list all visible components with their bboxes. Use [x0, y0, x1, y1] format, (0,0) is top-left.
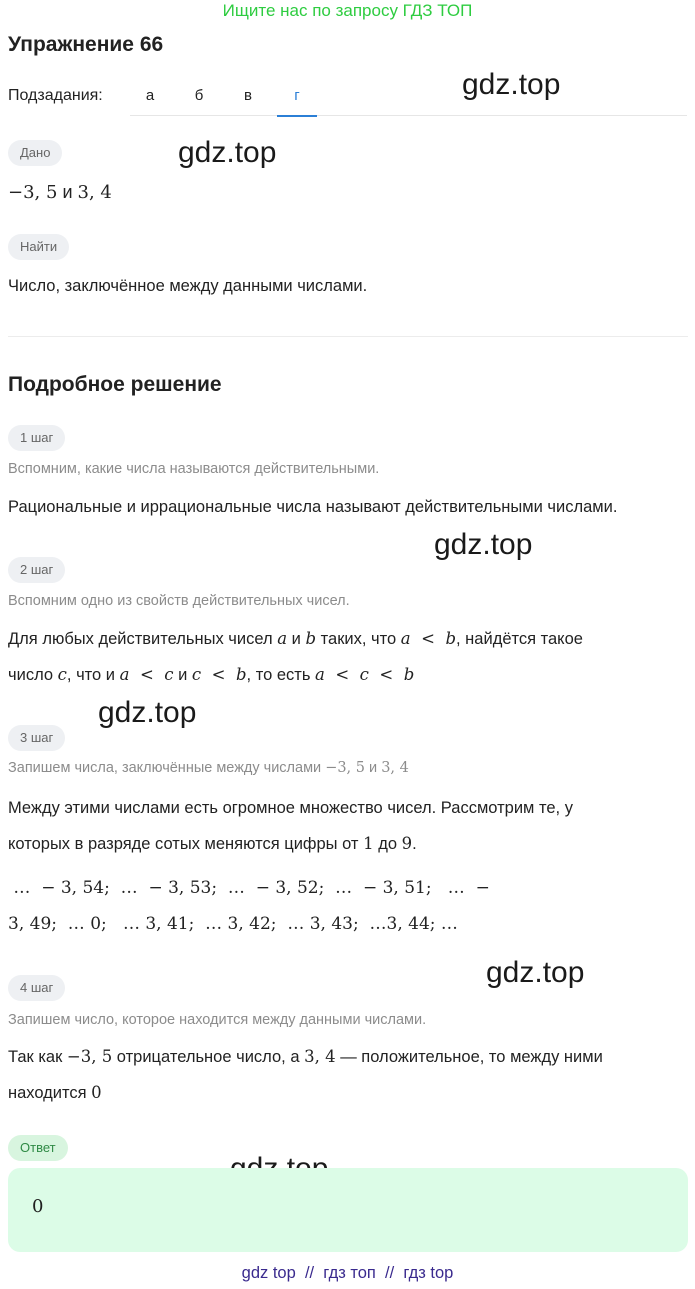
text-fragment: и — [291, 630, 301, 648]
text-fragment: отрицательное число, а — [116, 1048, 300, 1066]
step-3-sequence-2: 3, 49; … 0; … 3, 41; … 3, 42; … 3, 43; …3, 44; … — [8, 914, 458, 934]
math-var-b: b — [305, 629, 317, 648]
watermark: gdz.top — [486, 956, 585, 989]
given-label: Дано — [8, 140, 62, 166]
math-inequality: c < b — [191, 665, 247, 684]
text-fragment: и — [369, 760, 378, 776]
step-2-line-2 — [8, 658, 414, 692]
text-fragment: Запишем числа, заключённые между числами — [8, 760, 322, 776]
text-fragment: которых в разряде сотых меняются цифры от — [8, 835, 359, 853]
text-fragment: таких, что — [320, 630, 397, 648]
text-fragment: и — [178, 666, 188, 684]
tab-g[interactable]: г — [277, 76, 317, 116]
math-number: 0 — [91, 1083, 102, 1102]
step-label: 3 шаг — [8, 725, 65, 751]
answer-value: 0 — [32, 1196, 44, 1217]
given-number-b: 3, 4 — [77, 182, 112, 203]
step-2-badge — [8, 557, 65, 583]
subtask-tabs — [130, 76, 687, 116]
solution-title: Подробное решение — [8, 373, 222, 396]
math-number: −3, 5 — [66, 1047, 113, 1066]
given-number-a: −3, 5 — [8, 182, 58, 203]
subtasks-label: Подзадания: — [8, 87, 103, 104]
footer-links[interactable]: gdz top // гдз топ // гдз top — [241, 1264, 454, 1282]
text-fragment: , найдётся такое — [456, 630, 583, 648]
step-label: 1 шаг — [8, 425, 65, 451]
find-badge — [8, 234, 69, 260]
text-fragment: . — [412, 835, 417, 853]
step-2-line-1 — [8, 622, 583, 656]
math-var-a: a — [277, 629, 288, 648]
answer-box — [8, 1168, 688, 1252]
step-label: 4 шаг — [8, 975, 65, 1001]
text-fragment: , что и — [66, 666, 116, 684]
math-number: 3, 4 — [381, 760, 409, 776]
given-values — [8, 175, 112, 210]
step-3-badge — [8, 725, 65, 751]
math-inequality: a < c < b — [315, 665, 415, 684]
section-divider — [8, 336, 688, 337]
step-3-line-2 — [8, 827, 417, 861]
text-fragment: Для любых действительных чисел — [8, 630, 273, 648]
step-4-hint: Запишем число, которое находится между данными числами. — [8, 1012, 427, 1028]
exercise-title: Упражнение 66 — [8, 33, 164, 56]
tab-v[interactable]: в — [244, 87, 252, 104]
math-number: 1 — [363, 834, 374, 853]
text-fragment: число — [8, 666, 54, 684]
given-badge — [8, 140, 62, 166]
math-inequality: a < b — [400, 629, 457, 648]
math-number: −3, 5 — [325, 760, 366, 776]
answer-label: Ответ — [8, 1135, 68, 1161]
step-3-line-1: Между этими числами есть огромное множество чисел. Рассмотрим те, у — [8, 799, 573, 817]
watermark: gdz.top — [462, 68, 561, 101]
step-1-hint: Вспомним, какие числа называются действительными. — [8, 461, 380, 477]
search-promo-banner: Ищите нас по запросу ГДЗ ТОП — [222, 1, 473, 20]
math-inequality: a < c — [119, 665, 174, 684]
watermark: gdz.top — [98, 696, 197, 729]
text-fragment: Так как — [8, 1048, 63, 1066]
math-number: 9 — [401, 834, 413, 853]
step-1-badge — [8, 425, 65, 451]
step-4-badge — [8, 975, 65, 1001]
step-1-text: Рациональные и иррациональные числа называют действительными числами. — [8, 498, 618, 516]
step-label: 2 шаг — [8, 557, 65, 583]
given-conjunction: и — [62, 182, 73, 202]
step-2-hint: Вспомним одно из свойств действительных чисел. — [8, 593, 350, 609]
tab-a[interactable]: а — [145, 87, 155, 104]
step-4-line-1 — [8, 1040, 603, 1074]
math-var-c: c — [57, 665, 67, 684]
math-number: 3, 4 — [304, 1047, 336, 1066]
text-fragment: находится — [8, 1084, 87, 1102]
text-fragment: — положительное, то между ними — [340, 1048, 603, 1066]
text-fragment: , то есть — [246, 666, 311, 684]
find-label: Найти — [8, 234, 69, 260]
step-4-line-2 — [8, 1076, 102, 1110]
step-3-hint — [8, 760, 409, 776]
answer-badge — [8, 1135, 68, 1161]
watermark: gdz.top — [434, 528, 533, 561]
find-text: Число, заключённое между данными числами. — [8, 277, 368, 295]
watermark: gdz.top — [178, 136, 277, 169]
text-fragment: до — [378, 835, 397, 853]
tab-b[interactable]: б — [194, 87, 204, 104]
step-3-sequence-1: … − 3, 54; … − 3, 53; … − 3, 52; … − 3, 51; … − — [8, 878, 490, 898]
